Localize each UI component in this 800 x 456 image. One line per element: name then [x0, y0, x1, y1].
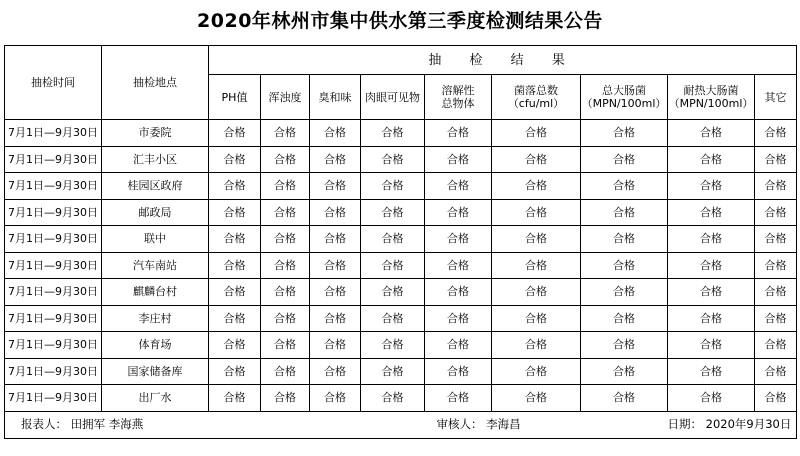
cell-result: 合格 — [581, 199, 668, 226]
cell-location: 李庄村 — [102, 305, 209, 332]
table-row — [5, 199, 797, 226]
cell-result: 合格 — [581, 305, 668, 332]
table-row — [5, 385, 797, 412]
cell-result: 合格 — [310, 358, 361, 385]
cell-result: 合格 — [492, 226, 581, 253]
cell-result: 合格 — [425, 358, 492, 385]
header-location: 抽检地点 — [102, 46, 209, 120]
cell-time: 7月1日—9月30日 — [5, 120, 102, 147]
cell-result: 合格 — [425, 199, 492, 226]
table-row — [5, 332, 797, 359]
header-results: 抽 检 结 果 — [209, 46, 797, 75]
cell-result: 合格 — [668, 199, 755, 226]
cell-result: 合格 — [361, 305, 425, 332]
cell-time: 7月1日—9月30日 — [5, 385, 102, 412]
cell-result: 合格 — [581, 385, 668, 412]
cell-location: 汽车南站 — [102, 252, 209, 279]
cell-result: 合格 — [310, 146, 361, 173]
cell-result: 合格 — [361, 146, 425, 173]
cell-result: 合格 — [361, 332, 425, 359]
cell-result: 合格 — [581, 252, 668, 279]
cell-time: 7月1日—9月30日 — [5, 358, 102, 385]
cell-result: 合格 — [668, 146, 755, 173]
cell-result: 合格 — [361, 173, 425, 200]
cell-result: 合格 — [425, 252, 492, 279]
cell-time: 7月1日—9月30日 — [5, 279, 102, 306]
cell-result: 合格 — [425, 279, 492, 306]
cell-result: 合格 — [755, 332, 797, 359]
cell-location: 邮政局 — [102, 199, 209, 226]
cell-result: 合格 — [425, 120, 492, 147]
cell-result: 合格 — [492, 146, 581, 173]
cell-result: 合格 — [492, 199, 581, 226]
cell-result: 合格 — [581, 358, 668, 385]
table-body — [5, 120, 797, 412]
cell-result: 合格 — [361, 385, 425, 412]
cell-result: 合格 — [310, 120, 361, 147]
table-row — [5, 358, 797, 385]
cell-location: 市委院 — [102, 120, 209, 147]
cell-result: 合格 — [209, 358, 261, 385]
date-text: 日期： 2020年9月30日 — [668, 411, 797, 438]
cell-result: 合格 — [261, 120, 310, 147]
cell-result: 合格 — [361, 279, 425, 306]
cell-result: 合格 — [261, 226, 310, 253]
cell-result: 合格 — [755, 305, 797, 332]
cell-location: 体育场 — [102, 332, 209, 359]
cell-result: 合格 — [755, 279, 797, 306]
cell-result: 合格 — [755, 252, 797, 279]
cell-time: 7月1日—9月30日 — [5, 199, 102, 226]
cell-result: 合格 — [755, 146, 797, 173]
cell-result: 合格 — [581, 279, 668, 306]
cell-result: 合格 — [668, 279, 755, 306]
cell-result: 合格 — [668, 358, 755, 385]
header-time: 抽检时间 — [5, 46, 102, 120]
reporter-text: 报表人： 田拥军 李海燕 — [5, 411, 261, 438]
cell-result: 合格 — [261, 279, 310, 306]
item-header: 耐热大肠菌 （MPN/100ml） — [668, 75, 755, 120]
item-header: 菌落总数 （cfu/ml） — [492, 75, 581, 120]
item-header: 其它 — [755, 75, 797, 120]
cell-result: 合格 — [361, 226, 425, 253]
cell-result: 合格 — [668, 252, 755, 279]
cell-result: 合格 — [261, 146, 310, 173]
cell-result: 合格 — [425, 146, 492, 173]
cell-time: 7月1日—9月30日 — [5, 226, 102, 253]
item-header: 肉眼可见物 — [361, 75, 425, 120]
cell-result: 合格 — [492, 358, 581, 385]
cell-result: 合格 — [492, 173, 581, 200]
cell-result: 合格 — [755, 120, 797, 147]
cell-result: 合格 — [668, 173, 755, 200]
cell-result: 合格 — [209, 252, 261, 279]
cell-result: 合格 — [492, 385, 581, 412]
cell-result: 合格 — [425, 332, 492, 359]
cell-result: 合格 — [261, 332, 310, 359]
cell-result: 合格 — [492, 252, 581, 279]
table-row — [5, 279, 797, 306]
cell-result: 合格 — [425, 226, 492, 253]
cell-result: 合格 — [310, 332, 361, 359]
cell-location: 汇丰小区 — [102, 146, 209, 173]
cell-result: 合格 — [310, 385, 361, 412]
cell-result: 合格 — [581, 332, 668, 359]
cell-result: 合格 — [425, 173, 492, 200]
item-header: 臭和味 — [310, 75, 361, 120]
cell-result: 合格 — [361, 252, 425, 279]
cell-result: 合格 — [261, 358, 310, 385]
cell-result: 合格 — [310, 199, 361, 226]
cell-time: 7月1日—9月30日 — [5, 146, 102, 173]
item-header: 溶解性 总物体 — [425, 75, 492, 120]
cell-result: 合格 — [361, 358, 425, 385]
page-title: 2020年林州市集中供水第三季度检测结果公告 — [197, 10, 603, 32]
item-header: 总大肠菌 （MPN/100ml） — [581, 75, 668, 120]
cell-result: 合格 — [581, 173, 668, 200]
cell-result: 合格 — [581, 120, 668, 147]
footer-row — [5, 411, 797, 438]
cell-result: 合格 — [261, 173, 310, 200]
cell-result: 合格 — [209, 120, 261, 147]
cell-result: 合格 — [425, 305, 492, 332]
item-header: PH值 — [209, 75, 261, 120]
cell-result: 合格 — [581, 146, 668, 173]
cell-result: 合格 — [361, 120, 425, 147]
cell-time: 7月1日—9月30日 — [5, 305, 102, 332]
cell-result: 合格 — [310, 252, 361, 279]
cell-location: 国家储备库 — [102, 358, 209, 385]
cell-result: 合格 — [755, 199, 797, 226]
cell-result: 合格 — [209, 173, 261, 200]
cell-result: 合格 — [668, 332, 755, 359]
cell-location: 麒麟台村 — [102, 279, 209, 306]
cell-result: 合格 — [261, 252, 310, 279]
table-row — [5, 146, 797, 173]
cell-result: 合格 — [492, 305, 581, 332]
table-row — [5, 120, 797, 147]
cell-time: 7月1日—9月30日 — [5, 252, 102, 279]
cell-result: 合格 — [492, 120, 581, 147]
cell-result: 合格 — [209, 279, 261, 306]
cell-time: 7月1日—9月30日 — [5, 332, 102, 359]
results-table — [4, 45, 797, 439]
table-row — [5, 252, 797, 279]
cell-result: 合格 — [209, 199, 261, 226]
cell-result: 合格 — [310, 279, 361, 306]
cell-result: 合格 — [261, 199, 310, 226]
cell-location: 桂园区政府 — [102, 173, 209, 200]
cell-result: 合格 — [492, 332, 581, 359]
cell-location: 出厂水 — [102, 385, 209, 412]
cell-result: 合格 — [209, 226, 261, 253]
cell-result: 合格 — [755, 358, 797, 385]
cell-result: 合格 — [310, 305, 361, 332]
cell-result: 合格 — [261, 305, 310, 332]
table-row — [5, 305, 797, 332]
cell-result: 合格 — [310, 226, 361, 253]
cell-result: 合格 — [755, 173, 797, 200]
cell-result: 合格 — [668, 385, 755, 412]
cell-result: 合格 — [361, 199, 425, 226]
cell-result: 合格 — [261, 385, 310, 412]
cell-result: 合格 — [425, 385, 492, 412]
cell-result: 合格 — [209, 332, 261, 359]
cell-result: 合格 — [668, 226, 755, 253]
cell-result: 合格 — [668, 120, 755, 147]
cell-location: 联中 — [102, 226, 209, 253]
table-row — [5, 226, 797, 253]
cell-result: 合格 — [755, 385, 797, 412]
cell-result: 合格 — [209, 146, 261, 173]
cell-result: 合格 — [492, 279, 581, 306]
cell-result: 合格 — [581, 226, 668, 253]
cell-result: 合格 — [209, 305, 261, 332]
cell-result: 合格 — [209, 385, 261, 412]
cell-result: 合格 — [755, 226, 797, 253]
cell-time: 7月1日—9月30日 — [5, 173, 102, 200]
table-row — [5, 173, 797, 200]
cell-result: 合格 — [310, 173, 361, 200]
item-header: 浑浊度 — [261, 75, 310, 120]
cell-result: 合格 — [668, 305, 755, 332]
reviewer-text: 审核人： 李海昌 — [425, 411, 668, 438]
